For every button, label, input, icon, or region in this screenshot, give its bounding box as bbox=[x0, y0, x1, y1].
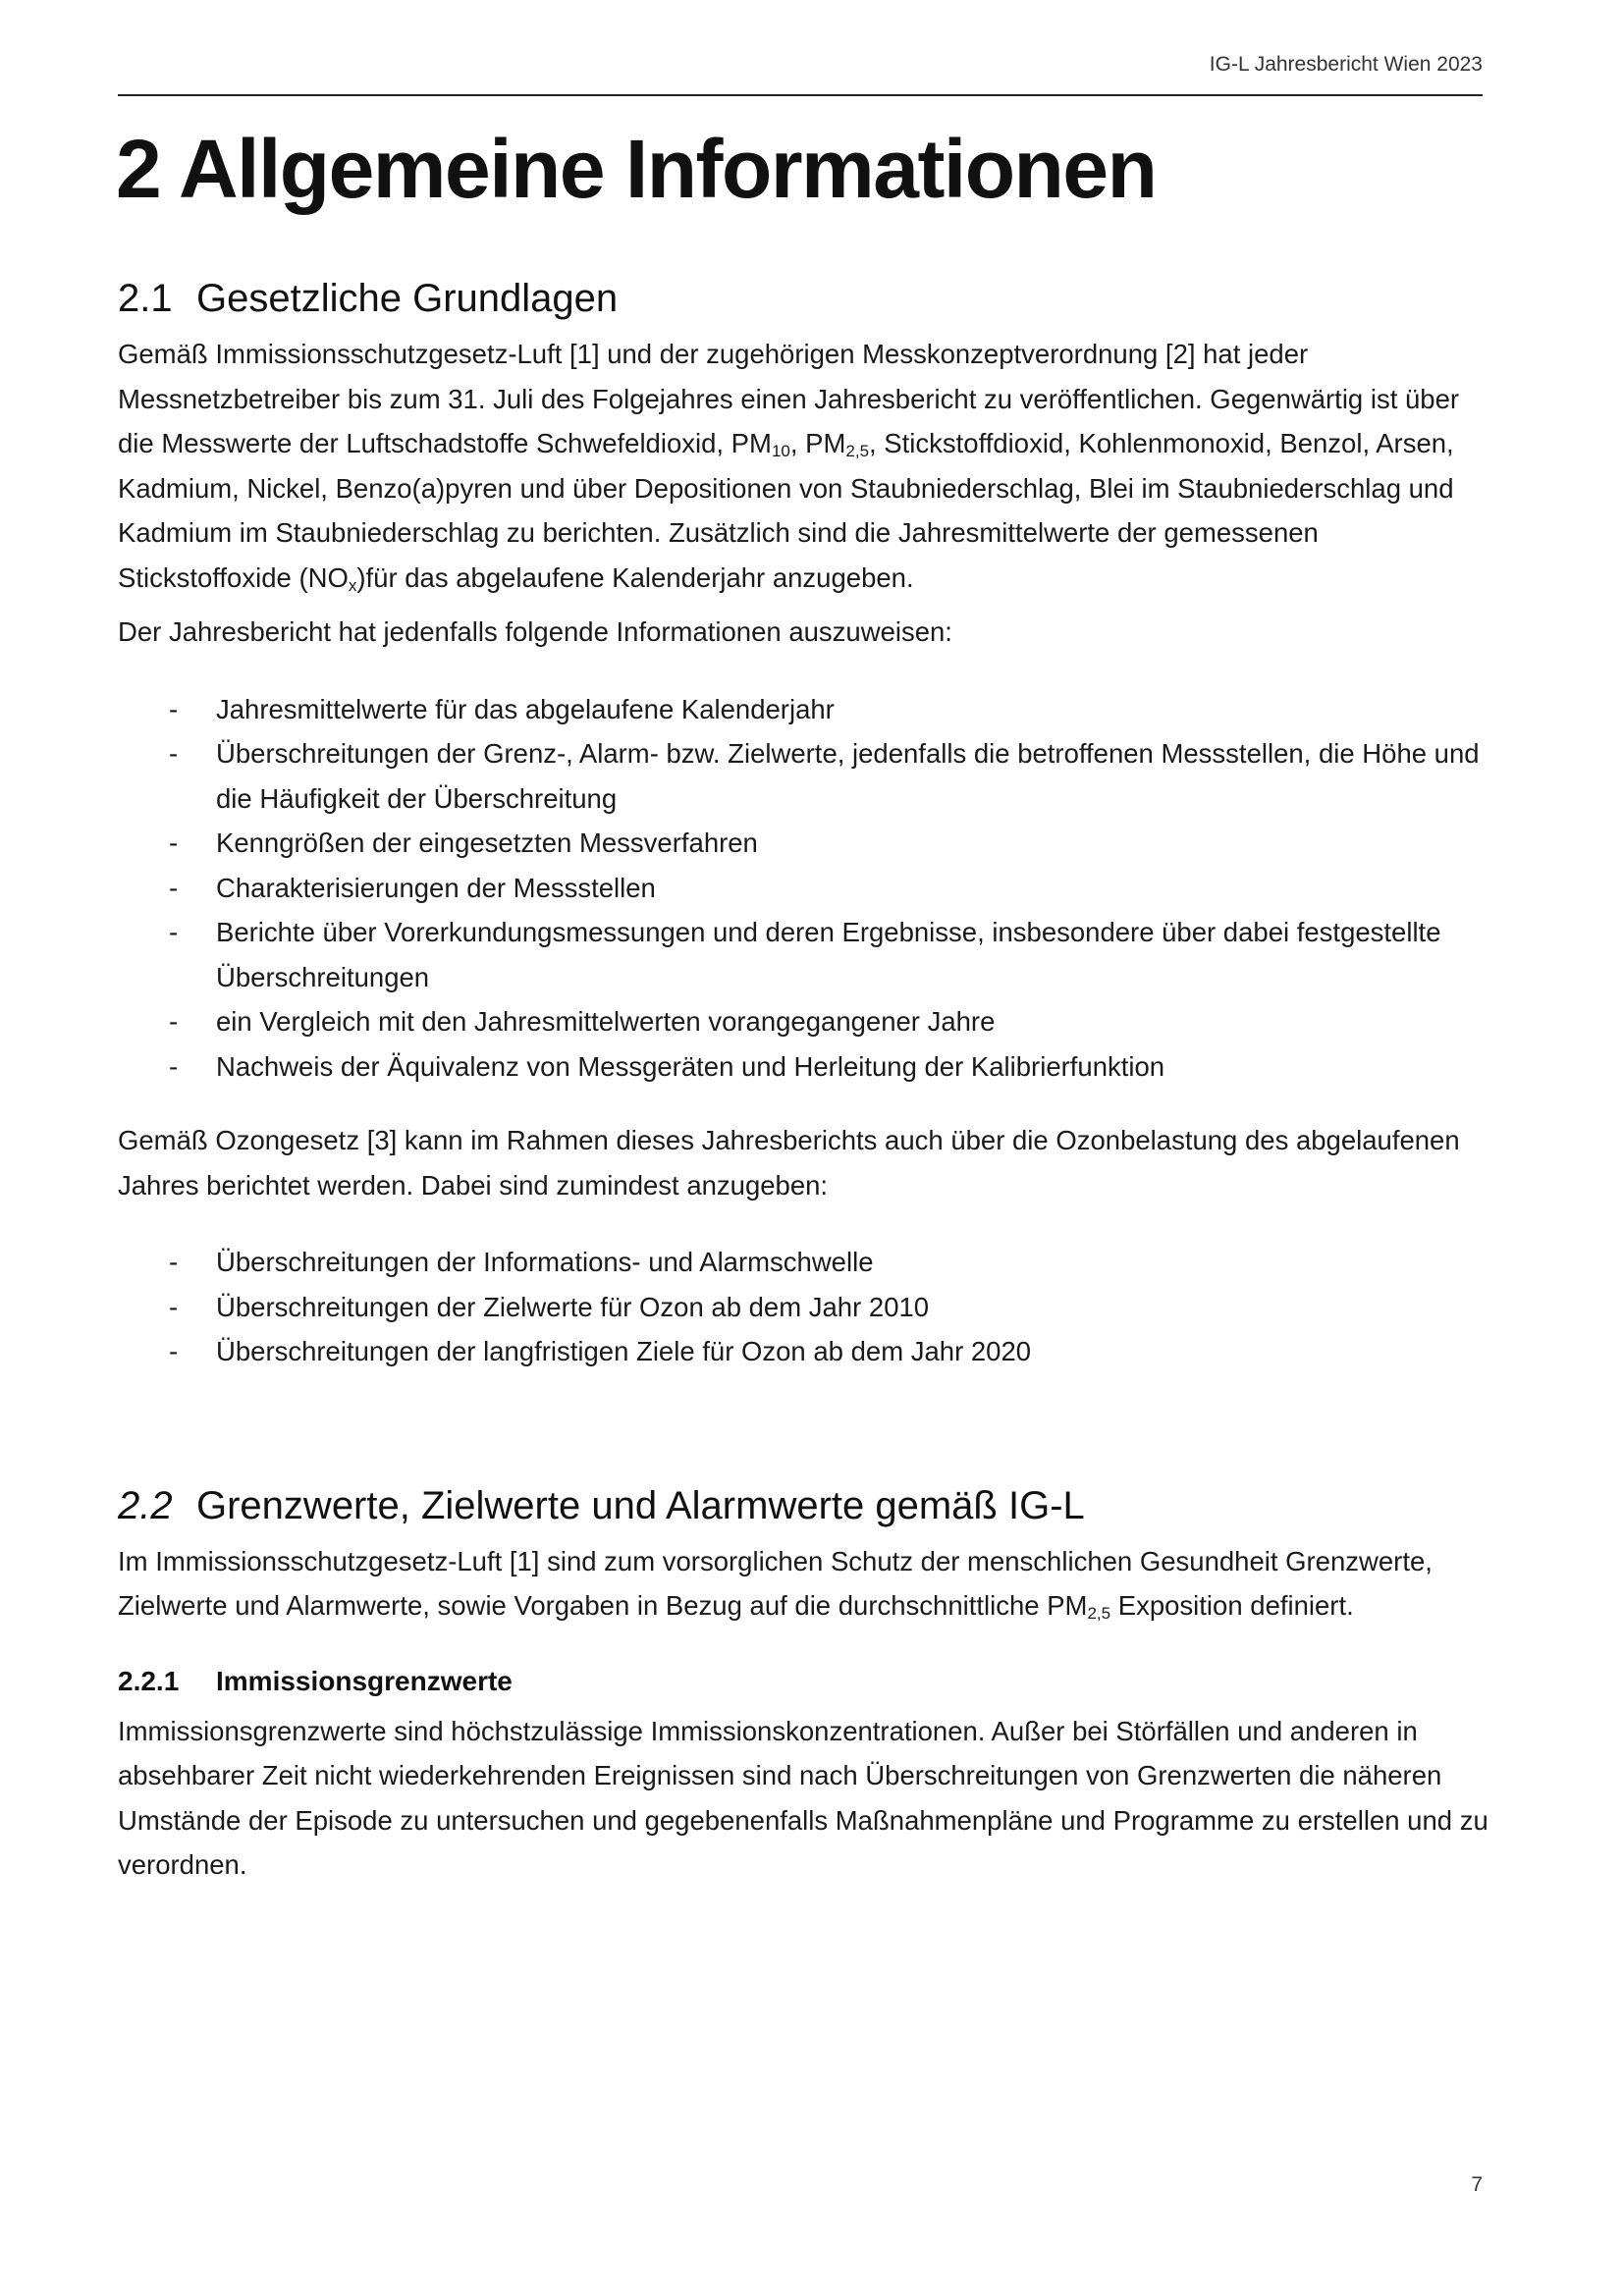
list-item: - Jahresmittelwerte für das abgelaufene Kalenderjahr bbox=[118, 687, 1492, 732]
pm25-subscript: 2,5 bbox=[845, 442, 870, 460]
list-item: - Kenngrößen der eingesetzten Messverfahren bbox=[118, 821, 1492, 866]
s22-text-part-2: Exposition definiert. bbox=[1110, 1590, 1354, 1621]
list-bullet: - bbox=[169, 828, 179, 858]
list-bullet: - bbox=[169, 738, 179, 769]
ozone-list bbox=[118, 1240, 1492, 1374]
list-item: - Überschreitungen der Informations- und Alarmschwelle bbox=[118, 1240, 1492, 1285]
list-item: - Nachweis der Äquivalenz von Messgeräten und Herleitung der Kalibrierfunktion bbox=[118, 1044, 1492, 1090]
list-bullet: - bbox=[169, 872, 179, 903]
para1-text-part-2: , PM bbox=[789, 428, 846, 458]
list-item: - Berichte über Vorerkundungsmessungen und deren Ergebnisse, insbesondere über dabei festgestellte Überschreitungen bbox=[118, 910, 1492, 999]
list-bullet: - bbox=[169, 1247, 179, 1277]
para1-text-part-1: Gemäß Immissionsschutzgesetz-Luft [1] und der zugehörigen Messkonzeptverordnung [2] hat jeder Messnetzbetreiber bis zum 31. Juli des Folgejahres einen Jahresbericht zu veröffentlichen. Gegenwärtig ist über die Messwerte der Luftschadstoffe Schwefeldioxid, PM bbox=[118, 339, 1460, 458]
list-item: - Überschreitungen der Grenz-, Alarm- bzw. Zielwerte, jedenfalls die betroffenen Messstellen, die Höhe und die Häufigkeit der Überschreitung bbox=[118, 731, 1492, 821]
section-2-1-paragraph-2: Der Jahresbericht hat jedenfalls folgende Informationen auszuweisen: bbox=[118, 616, 952, 647]
section-2-2-number: 2.2 bbox=[118, 1483, 173, 1527]
list-bullet: - bbox=[169, 1050, 179, 1082]
header-rule bbox=[118, 94, 1483, 96]
chapter-title: 2 Allgemeine Informationen bbox=[116, 123, 1157, 215]
list-item: - ein Vergleich mit den Jahresmittelwerten vorangegangener Jahre bbox=[118, 999, 1492, 1044]
list-item: - Überschreitungen der Zielwerte für Ozon ab dem Jahr 2010 bbox=[118, 1285, 1492, 1330]
list-item: - Charakterisierungen der Messstellen bbox=[118, 866, 1492, 911]
section-2-2-title: Grenzwerte, Zielwerte und Alarmwerte gemäß IG-L bbox=[196, 1483, 1085, 1527]
list-bullet: - bbox=[169, 1336, 179, 1366]
section-2-2-paragraph-1 bbox=[118, 1539, 1492, 1629]
section-2-1-heading bbox=[118, 275, 1492, 322]
section-2-2-1-heading bbox=[118, 1664, 1492, 1699]
list-bullet: - bbox=[169, 693, 179, 724]
section-2-1-paragraph-1 bbox=[118, 332, 1492, 600]
section-2-1-number: 2.1 bbox=[118, 277, 173, 320]
page-content bbox=[118, 275, 1492, 1888]
page-number: 7 bbox=[1471, 2173, 1483, 2196]
list-bullet: - bbox=[169, 1006, 179, 1037]
section-2-2-1-title: Immissionsgrenzwerte bbox=[216, 1665, 513, 1696]
pm10-subscript: 10 bbox=[771, 442, 790, 460]
list-item: - Überschreitungen der langfristigen Ziele für Ozon ab dem Jahr 2020 bbox=[118, 1329, 1492, 1374]
section-2-1-paragraph-3: Gemäß Ozongesetz [3] kann im Rahmen dieses Jahresberichts auch über die Ozonbelastung des abgelaufenen Jahres berichtet werden. Dabei sind zumindest anzugeben: bbox=[118, 1125, 1460, 1201]
list-bullet: - bbox=[169, 1291, 179, 1322]
information-list bbox=[118, 687, 1492, 1090]
running-header: IG-L Jahresbericht Wien 2023 bbox=[1209, 53, 1483, 76]
section-2-1-title: Gesetzliche Grundlagen bbox=[196, 277, 619, 320]
para1-text-part-3: , Stickstoffdioxid, Kohlenmonoxid, Benzol, Arsen, Kadmium, Nickel, Benzo(a)pyren und über Depositionen von Staubniederschlag, Blei im Staubniederschlag und Kadmium im Staubniederschlag zu berichten. Zusätzlich sind die Jahresmittelwerte der gemessenen Stickstoffoxide (NO bbox=[118, 428, 1454, 593]
s22-text-part-1: Im Immissionsschutzgesetz-Luft [1] sind zum vorsorglichen Schutz der menschlichen Gesundheit Grenzwerte, Zielwerte und Alarmwerte, sowie Vorgaben in Bezug auf die durchschnittliche PM bbox=[118, 1545, 1433, 1621]
section-2-2-1-paragraph-1: Immissionsgrenzwerte sind höchstzulässige Immissionskonzentrationen. Außer bei Störfällen und anderen in absehbarer Zeit nicht wiederkehrenden Ereignissen sind nach Überschreitungen von Grenzwerten die näheren Umstände der Episode zu untersuchen und gegebenenfalls Maßnahmenpläne und Programme zu erstellen und zu verordnen. bbox=[118, 1715, 1488, 1881]
list-bullet: - bbox=[169, 917, 179, 947]
para1-text-part-4: )für das abgelaufene Kalenderjahr anzugeben. bbox=[356, 561, 914, 593]
section-2-2-heading bbox=[118, 1482, 1492, 1529]
pm25-subscript: 2,5 bbox=[1087, 1604, 1111, 1623]
nox-subscript: x bbox=[348, 575, 357, 595]
section-2-2-1-number: 2.2.1 bbox=[118, 1665, 180, 1696]
